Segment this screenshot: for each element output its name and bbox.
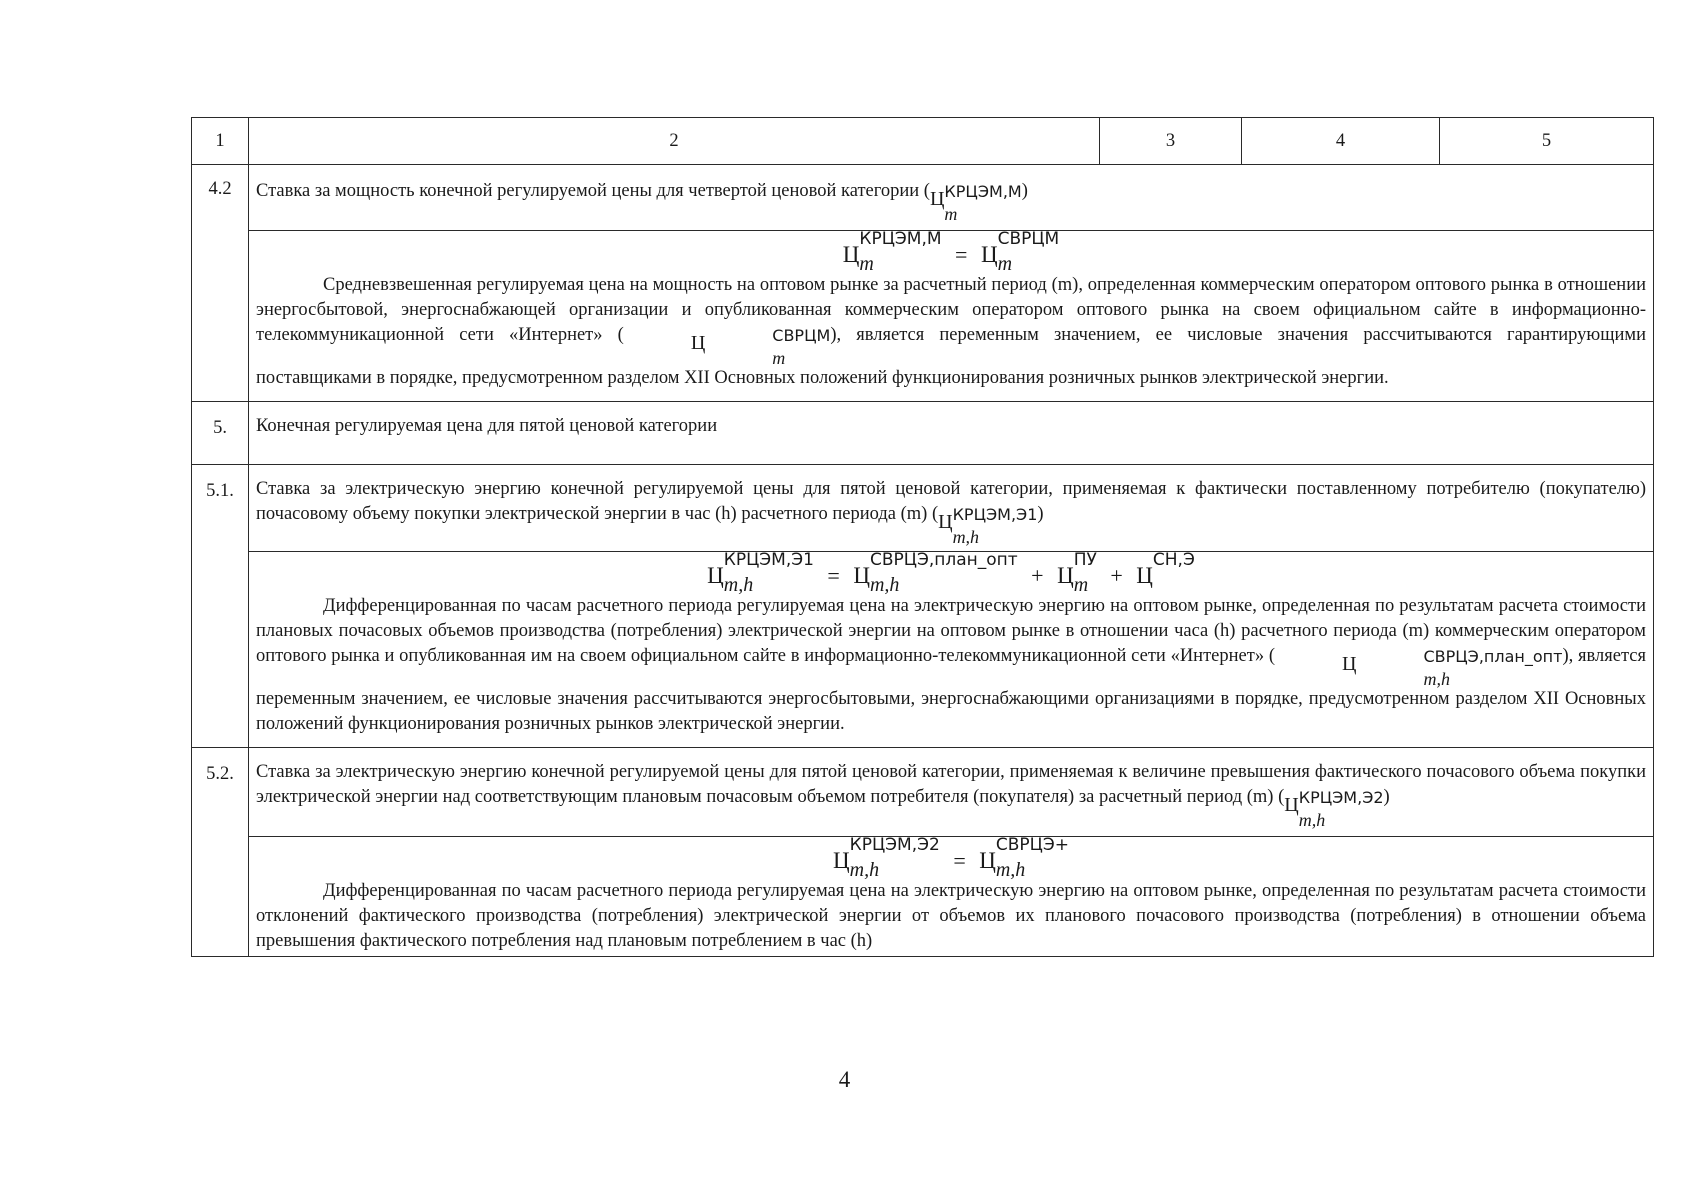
definition-text: Средневзвешенная регулируемая цена на мощность на оптовом рынке за расчетный период (m), определенная коммерческим оператором оптового рынка в отношении энергосбытовой, энергоснабжающей организации и опубликованная коммерческим оператором оптового рынка на своем официальном сайте в информационно-телекоммуникационной сети «Интернет» ( Ц СВРЦМ m ), является переменным значением, ее числовые значения рассчитываются гарантирующими поставщиками в порядке, предусмотренном разделом XII Основных положений функционирования розничных рынков электрической энергии. <box>256 275 1646 388</box>
row-content <box>249 837 1654 957</box>
formula: Ц КРЦЭМ,Э2 m,h = Ц СВРЦЭ+ m,h <box>833 835 1069 881</box>
header-col-5: 5 <box>1440 118 1654 165</box>
symbol: Ц КРЦЭМ,М m <box>929 182 1022 224</box>
row-title: Ставка за электрическую энергию конечной регулируемой цены для пятой ценовой категории, применяемая к величине превышения фактического почасового объема покупки электрической энергии над соответствующим плановым почасовым объемом потребителя (покупателя) за расчетный период (m) (Ц КРЦЭМ,Э2 m,h ) <box>249 748 1654 837</box>
row-title: Ставка за мощность конечной регулируемой цены для четвертой ценовой категории (Ц КРЦЭМ,М m ) <box>249 165 1654 231</box>
row-4-2-content <box>192 231 1654 402</box>
row-number: 5. <box>192 402 249 465</box>
tariff-table <box>191 117 1654 957</box>
row-number: 4.2 <box>192 165 249 402</box>
header-row <box>192 118 1654 165</box>
header-col-3: 3 <box>1100 118 1242 165</box>
row-5-1-title <box>192 465 1654 552</box>
definition-text: Дифференцированная по часам расчетного периода регулируемая цена на электрическую энергию на оптовом рынке, определенная по результатам расчета стоимости плановых почасовых объемов производства (потребления) электрической энергии на оптовом рынке в отношении часа (h) расчетного периода (m) коммерческим оператором оптового рынка и опубликованная им на своем официальном сайте в информационно-телекоммуникационной сети «Интернет» ( Ц СВРЦЭ,план_опт m,h ), является переменным значением, ее числовые значения рассчитываются энергосбытовыми, энергоснабжающими организациями в порядке, предусмотренном разделом XII Основных положений функционирования розничных рынков электрической энергии. <box>256 596 1646 734</box>
header-col-2: 2 <box>249 118 1100 165</box>
symbol: Ц КРЦЭМ,Э1 m,h <box>938 505 1038 547</box>
symbol: Ц СВРЦЭ,план_опт m,h <box>1342 647 1563 689</box>
row-number: 5.2. <box>192 748 249 957</box>
row-5-2-title <box>192 748 1654 837</box>
symbol: Ц КРЦЭМ,Э2 m,h <box>1284 788 1384 830</box>
formula: Ц КРЦЭМ,Э1 m,h = Ц СВРЦЭ,план_опт m,h + Ц ПУ m + Ц СН,Э <box>707 550 1195 596</box>
header-col-1: 1 <box>192 118 249 165</box>
page-number: 4 <box>838 1067 851 1092</box>
header-col-4: 4 <box>1242 118 1440 165</box>
row-4-2-title <box>192 165 1654 231</box>
row-number: 5.1. <box>192 465 249 748</box>
row-content <box>249 552 1654 748</box>
row-5-title <box>192 402 1654 465</box>
formula: Ц КРЦЭМ,М m = Ц СВРЦМ m <box>842 229 1060 275</box>
row-5-2-content <box>192 837 1654 957</box>
row-title: Конечная регулируемая цена для пятой ценовой категории <box>249 402 1654 465</box>
row-content <box>249 231 1654 402</box>
symbol: Ц СВРЦМ m <box>690 326 831 368</box>
definition-text: Дифференцированная по часам расчетного периода регулируемая цена на электрическую энергию на оптовом рынке, определенная по результатам расчета стоимости отклонений фактического производства (потребления) электрической энергии от объемов их планового почасового производства (потребления) в отношении объема превышения фактического потребления над плановым потреблением в час (h) <box>256 881 1646 951</box>
row-title: Ставка за электрическую энергию конечной регулируемой цены для пятой ценовой категории, применяемая к фактически поставленному потребителю (покупателю) почасовому объему покупки электрической энергии в час (h) расчетного периода (m) (Ц КРЦЭМ,Э1 m,h ) <box>249 465 1654 552</box>
row-5-1-content <box>192 552 1654 748</box>
